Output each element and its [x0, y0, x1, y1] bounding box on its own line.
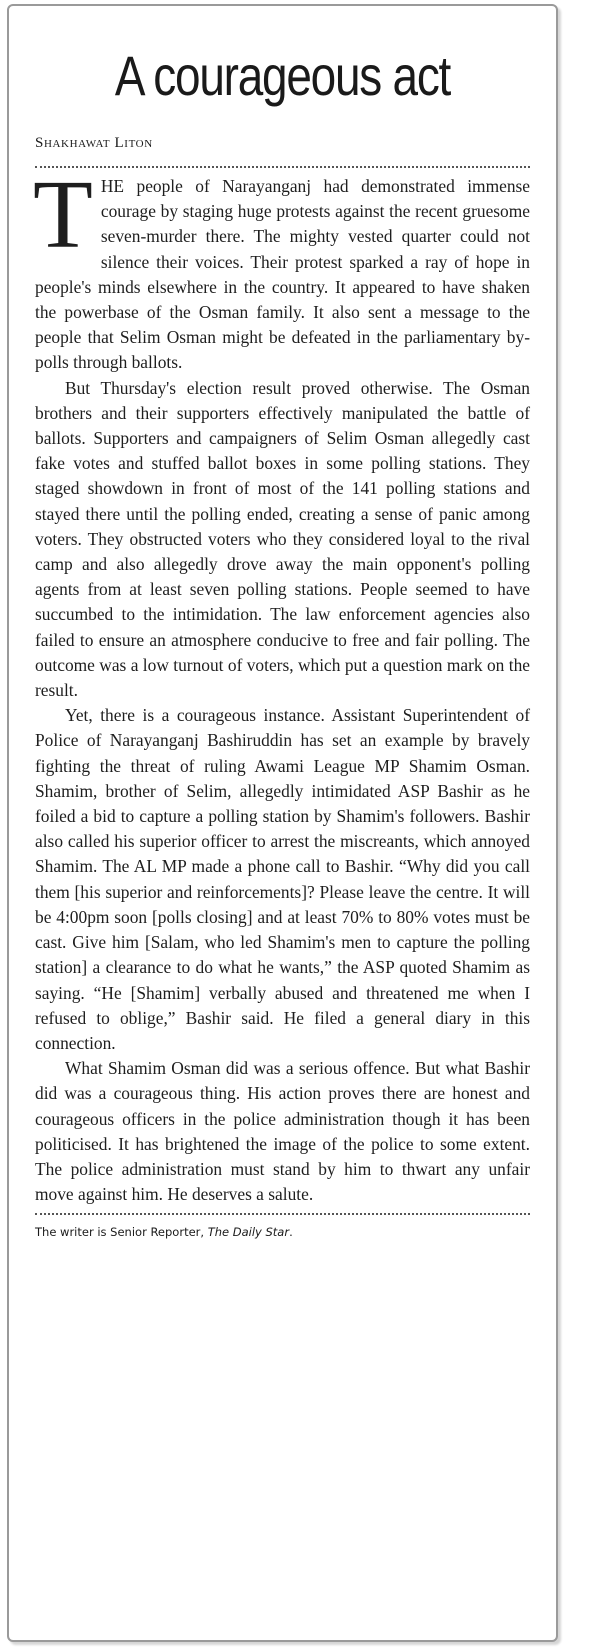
- byline: Shakhawat Liton: [35, 135, 153, 151]
- footer-prefix: The writer is Senior Reporter,: [35, 1225, 208, 1240]
- footer-publication: The Daily Star: [207, 1225, 290, 1240]
- headline: A courageous act: [114, 44, 451, 107]
- paragraph-4: What Shamim Osman did was a serious offence. But what Bashir did was a courageous thing. His action proves there are honest and courageous officers in the police administration though it has been politicised. It has brightened the image of the police to some extent. The police administration must stand by him to thwart any unfair move against him. He deserves a salute.: [35, 1058, 530, 1205]
- footer-suffix: .: [289, 1225, 293, 1240]
- paragraph-2: But Thursday's election result proved otherwise. The Osman brothers and their supporters effectively manipulated the battle of ballots. Supporters and campaigners of Selim Osman allegedly cast fake votes and stuffed ballot boxes in some polling stations. They staged showdown in front of most of the 141 polling stations and stayed there until the polling ended, creating a sense of panic among voters. They obstructed voters who they considered loyal to the rival camp and also allegedly drove away the main opponent's polling agents from at least seven polling stations. People seemed to have succumbed to the intimidation. The law enforcement agencies also failed to ensure an atmosphere conducive to free and fair polling. The outcome was a low turnout of voters, which put a question mark on the result.: [35, 377, 530, 701]
- paragraph-1-text: HE people of Narayanganj had demonstrated immense courage by staging huge protests against the recent gruesome seven-murder there. The mighty vested quarter could not silence their voices. Their protest sparked a ray of hope in people's minds elsewhere in the country. It appeared to have shaken the powerbase of the Osman family. It also sent a message to the people that Selim Osman might be defeated in the parliamentary by-polls through ballots.: [35, 176, 530, 373]
- bottom-dotted-divider: [35, 1213, 530, 1215]
- paragraph-1: [33, 161, 530, 376]
- top-dotted-divider: [35, 166, 530, 168]
- author-footer: [35, 1225, 556, 1239]
- paragraph-3: Yet, there is a courageous instance. Assistant Superintendent of Police of Narayanganj Bashiruddin has set an example by bravely fighting the threat of ruling Awami League MP Shamim Osman. Shamim, brother of Selim, allegedly intimidated ASP Bashir as he foiled a bid to capture a polling station by Shamim's followers. Bashir also called his superior officer to arrest the miscreants, which annoyed Shamim. The AL MP made a phone call to Bashir. “Why did you call them [his superior and reinforcements]? Please leave the centre. It will be 4:00pm soon [polls closing] and at least 70% to 80% votes must be cast. Give him [Salam, who led Shamim's men to capture the polling station] a clearance to do what he wants,” the ASP quoted Shamim as saying. “He [Shamim] verbally abused and threatened me when I refused to oblige,” Bashir said. He filed a general diary in this connection.: [35, 705, 530, 1053]
- drop-cap: T: [33, 161, 93, 269]
- article-body: [33, 161, 530, 1207]
- article-frame: [7, 4, 558, 1642]
